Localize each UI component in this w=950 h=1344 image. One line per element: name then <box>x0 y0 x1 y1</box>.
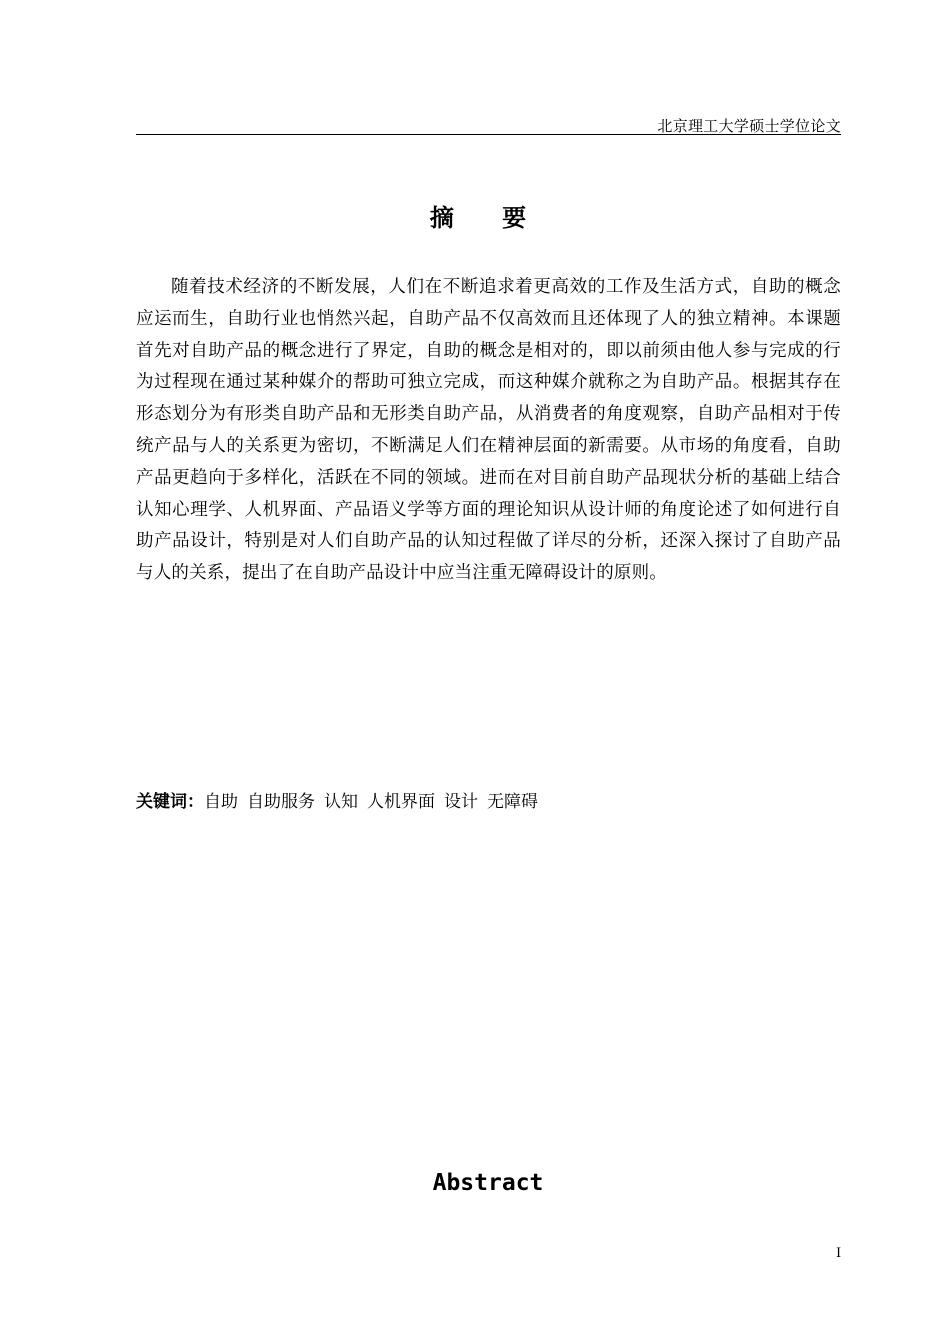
keywords-line <box>136 788 841 816</box>
abstract-body: 随着技术经济的不断发展，人们在不断追求着更高效的工作及生活方式，自助的概念应运而生，自助行业也悄然兴起，自助产品不仅高效而且还体现了人的独立精神。本课题首先对自助产品的概念进行了界定，自助的概念是相对的，即以前须由他人参与完成的行为过程现在通过某种媒介的帮助可独立完成，而这种媒介就称之为自助产品。根据其存在形态划分为有形类自助产品和无形类自助产品，从消费者的角度观察，自助产品相对于传统产品与人的关系更为密切，不断满足人们在精神层面的新需要。从市场的角度看，自助产品更趋向于多样化，活跃在不同的领域。进而在对目前自助产品现状分析的基础上结合认知心理学、人机界面、产品语义学等方面的理论知识从设计师的角度论述了如何进行自助产品设计，特别是对人们自助产品的认知过程做了详尽的分析，还深入探讨了自助产品与人的关系，提出了在自助产品设计中应当注重无障碍设计的原则。 <box>136 277 841 584</box>
keyword-item: 认知 <box>324 792 358 812</box>
page-number: I <box>836 1246 842 1261</box>
english-abstract-title: Abstract <box>432 1170 544 1196</box>
keyword-item: 人机界面 <box>367 792 435 812</box>
keyword-item: 设计 <box>444 792 478 812</box>
keyword-item: 无障碍 <box>487 792 538 812</box>
keyword-item: 自助服务 <box>247 792 315 812</box>
keywords-label: 关键词： <box>136 792 204 812</box>
running-header-title: 北京理工大学硕士学位论文 <box>657 117 841 135</box>
abstract-title: 摘 要 <box>429 204 547 232</box>
running-header <box>136 112 841 135</box>
keyword-item: 自助 <box>204 792 238 812</box>
